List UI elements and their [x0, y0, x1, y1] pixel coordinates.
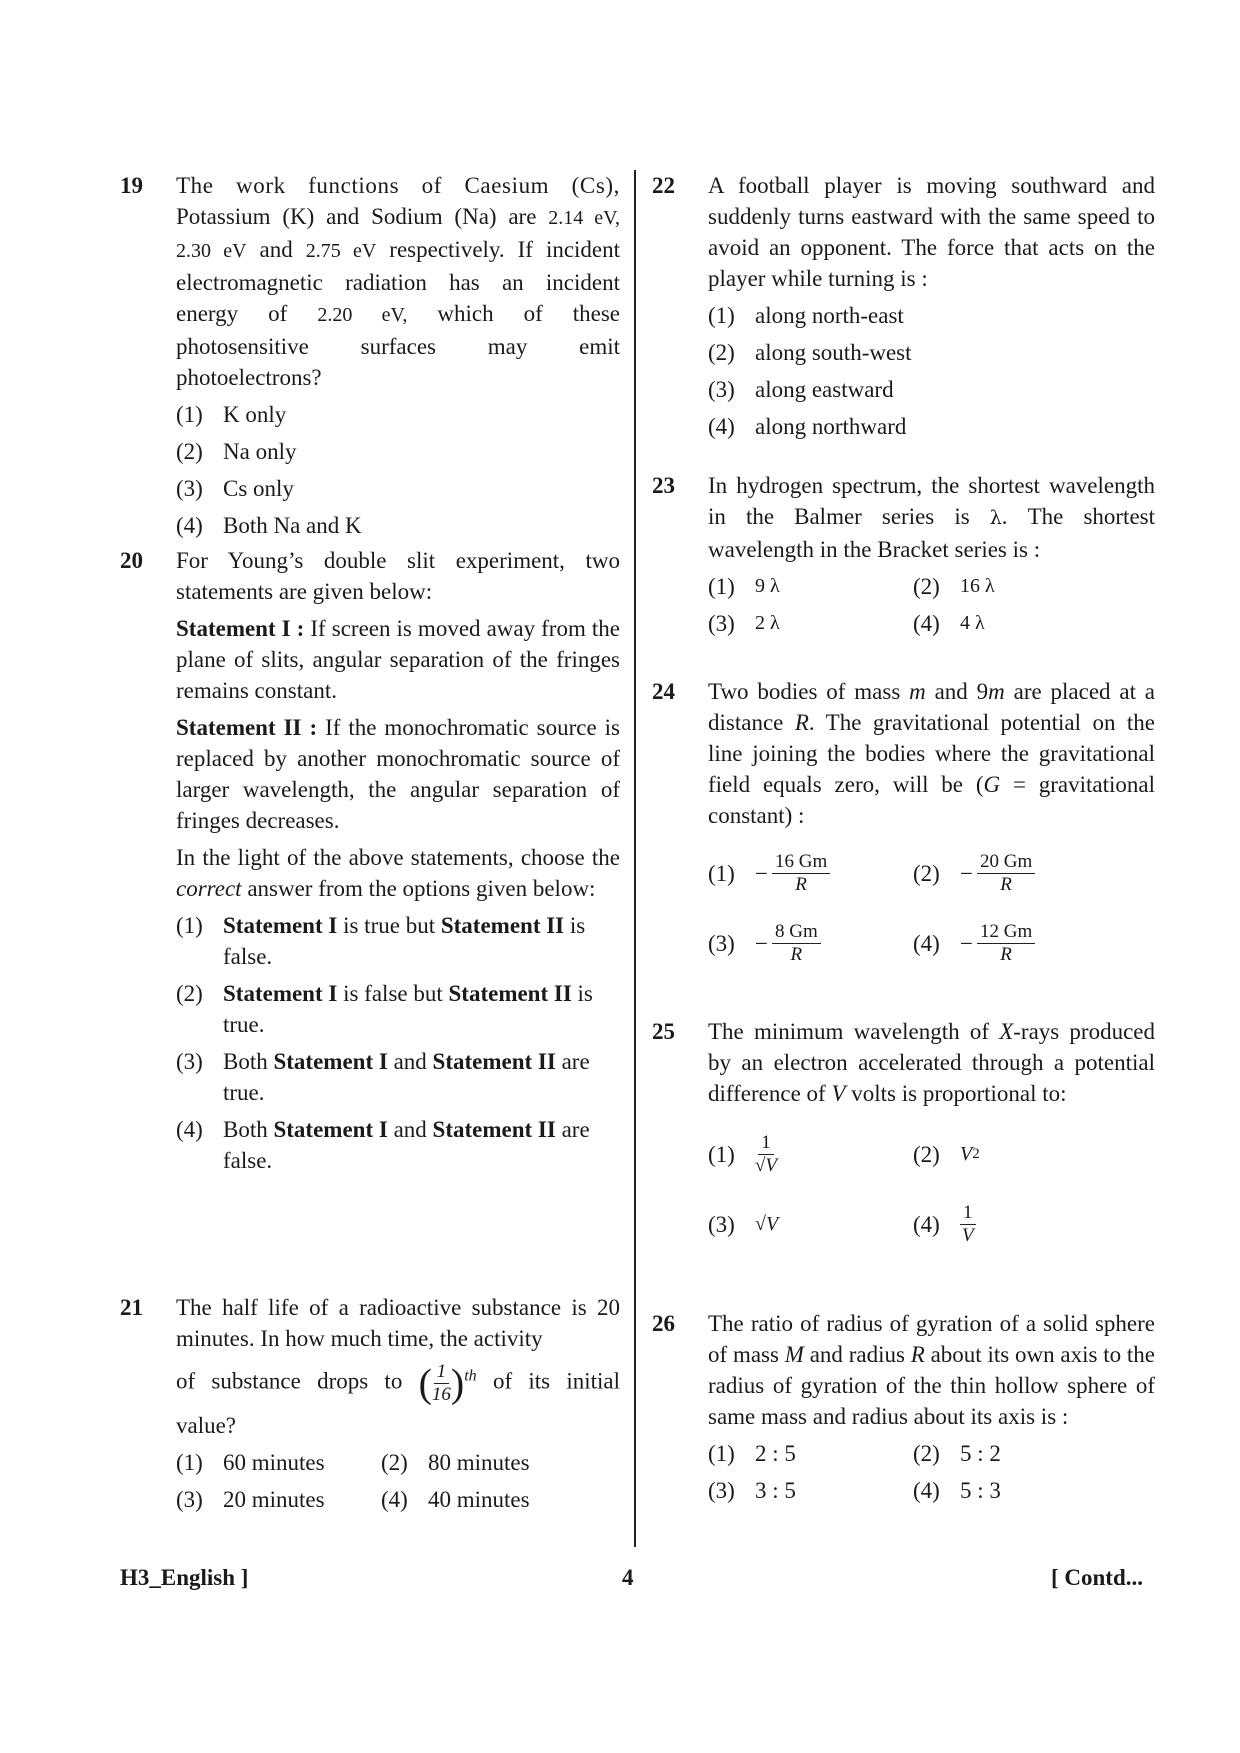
footer-continued: [ Contd... [1050, 1565, 1143, 1590]
question-number: 19 [120, 173, 143, 198]
question-text-line: energy of 2.20 eV, which of these [176, 301, 620, 326]
option[interactable]: (2) 80 minutes [381, 1449, 530, 1475]
question-number: 26 [652, 1311, 675, 1336]
question-text-line: 2.30 eV and 2.75 eV respectively. If incident [176, 237, 621, 262]
question-text-line: The work functions of Caesium (Cs), [176, 173, 620, 198]
question-intro: For Young’s double slit experiment, two statements are given below: [176, 548, 620, 604]
option[interactable]: (4) $\frac{1}{V}$ [913, 1201, 974, 1246]
option[interactable]: (1) − $\frac{16 Gm}{R}$ [708, 851, 913, 896]
option[interactable]: (1) K only [176, 402, 287, 427]
option[interactable]: (2) V 2 [913, 1141, 980, 1167]
question-text: Two bodies of mass m and 9m are placed at a distance R. The gravitational potential on the line joining the bodies where the gravitational field equals zero, will be (G = gravitational constant) : [708, 679, 1156, 828]
question-number: 25 [652, 1019, 675, 1044]
question-number: 20 [120, 548, 143, 573]
option[interactable]: (4) 40 minutes [381, 1486, 530, 1512]
option[interactable]: (4) along northward [708, 414, 907, 439]
question-text: The ratio of radius of gyration of a solid sphere of mass M and radius R about its own axis to the radius of gyration of the thin hollow sphere of same mass and radius about its axis is : [708, 1311, 1156, 1429]
option[interactable]: (3) along eastward [708, 377, 894, 402]
option[interactable]: (1) along north-east [708, 303, 904, 328]
question-text-line: photosensitive surfaces may emit [176, 334, 620, 359]
option[interactable]: (4) − $\frac{12 Gm}{R}$ [913, 921, 1118, 966]
footer-paper-code: H3_English ] [120, 1565, 249, 1590]
question-text: The half life of a radioactive substance is 20 minutes. In how much time, the activity [176, 1295, 620, 1351]
question-text: The minimum wavelength of X-rays produced by an electron accelerated through a potential difference of V volts is proportional to: [708, 1019, 1156, 1106]
option[interactable]: (2) along south-west [708, 340, 912, 365]
option[interactable]: (1) Statement I is true but Statement II is false. [176, 913, 586, 969]
question-text: A football player is moving southward and suddenly turns eastward with the same speed to avoid an opponent. The force that acts on the player while turning is : [708, 173, 1155, 291]
column-divider [634, 170, 636, 1547]
question-text: In hydrogen spectrum, the shortest wavelength in the Balmer series is λ. The shortest wavelength in the Bracket series is : [708, 473, 1155, 562]
option[interactable]: (2) 16 λ [913, 574, 995, 599]
option[interactable]: (2) Na only [176, 439, 297, 464]
option[interactable]: (4) 5 : 3 [913, 1478, 1001, 1503]
option[interactable]: (1) 9 λ [708, 574, 780, 599]
footer-page-number: 4 [622, 1565, 634, 1590]
option[interactable]: (4) Both Na and K [176, 513, 362, 538]
question-text-line: of substance drops to ( $\frac{1}{16}$ )$^{th}$ of its initial [176, 1360, 620, 1406]
question-prompt: In the light of the above statements, choose the correct answer from the options given below: [176, 845, 620, 901]
option[interactable]: (2) Statement I is false but Statement II is true. [176, 981, 593, 1037]
option[interactable]: (1) $\frac{1}{√V}$ [708, 1131, 778, 1176]
question-text-line: electromagnetic radiation has an incident [176, 270, 620, 295]
option[interactable]: (2) 5 : 2 [913, 1441, 1001, 1466]
option[interactable]: (3) √V [708, 1211, 779, 1237]
question-number: 23 [652, 473, 675, 498]
question-text-line: value? [176, 1412, 237, 1438]
question-text-line: photoelectrons? [176, 365, 322, 390]
option[interactable]: (3) 3 : 5 [708, 1478, 796, 1503]
option[interactable]: (1) 2 : 5 [708, 1441, 796, 1466]
question-number: 22 [652, 173, 675, 198]
option[interactable]: (4) 4 λ [913, 611, 985, 636]
option[interactable]: (2) − $\frac{20 Gm}{R}$ [913, 851, 1118, 896]
option[interactable]: (1) 60 minutes [176, 1449, 325, 1475]
option[interactable]: (3) 20 minutes [176, 1486, 325, 1512]
option[interactable]: (4) Both Statement I and Statement II are false. [176, 1117, 590, 1173]
question-number: 21 [120, 1295, 143, 1320]
statement-2: Statement II : If the monochromatic source is replaced by another monochromatic source of larger wavelength, the angular separation of fringes decreases. [176, 715, 620, 833]
option[interactable]: (3) 2 λ [708, 611, 780, 636]
option[interactable]: (3) Both Statement I and Statement II are true. [176, 1049, 590, 1105]
option[interactable]: (3) − $\frac{8 Gm}{R}$ [708, 921, 913, 966]
question-text-line: Potassium (K) and Sodium (Na) are 2.14 eV, [176, 204, 620, 229]
option[interactable]: (3) Cs only [176, 476, 294, 501]
statement-1: Statement I : If screen is moved away from the plane of slits, angular separation of the fringes remains constant. [176, 616, 620, 703]
fraction-1-16: ( $\frac{1}{16}$ )$^{th}$ [418, 1360, 477, 1406]
question-number: 24 [652, 679, 675, 704]
